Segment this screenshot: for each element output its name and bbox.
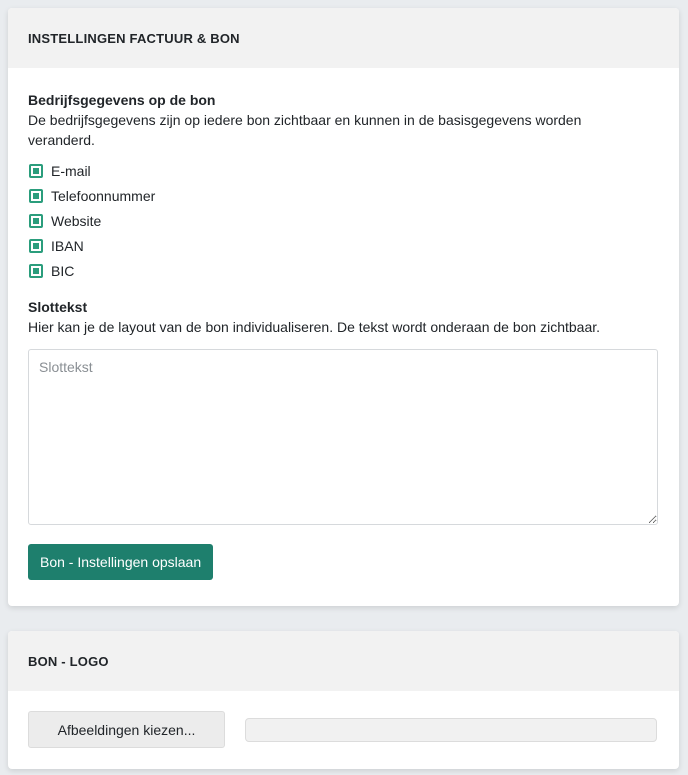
checkbox-label[interactable]: BIC xyxy=(51,262,75,279)
card-header xyxy=(8,631,679,691)
checkbox-row-website[interactable] xyxy=(28,208,659,233)
logo-upload-row xyxy=(28,711,659,748)
checkbox-label[interactable]: IBAN xyxy=(51,237,84,254)
receipt-logo-card xyxy=(8,631,679,769)
closing-text-field[interactable] xyxy=(28,349,658,525)
company-info-checklist xyxy=(28,158,659,283)
selected-file-name-field[interactable] xyxy=(245,718,657,742)
card-body xyxy=(8,711,679,748)
card-header xyxy=(8,8,679,68)
checkbox-row-bic[interactable] xyxy=(28,258,659,283)
closing-text-description: Hier kan je de layout van de bon individualiseren. De tekst wordt onderaan de bon zichtbaar. xyxy=(28,319,601,335)
card-title: BON - LOGO xyxy=(28,654,109,669)
checkbox-label[interactable]: Website xyxy=(51,212,102,229)
phone-checkbox[interactable] xyxy=(29,189,43,203)
checkbox-label[interactable]: E-mail xyxy=(51,162,91,179)
company-info-title: Bedrijfsgegevens op de bon xyxy=(28,92,216,108)
email-checkbox[interactable] xyxy=(29,164,43,178)
card-body xyxy=(8,90,679,580)
checkbox-row-email[interactable] xyxy=(28,158,659,183)
website-checkbox[interactable] xyxy=(29,214,43,228)
company-info-description: De bedrijfsgegevens zijn op iedere bon zichtbaar en kunnen in de basisgegevens worden veranderd. xyxy=(28,112,582,148)
iban-checkbox[interactable] xyxy=(29,239,43,253)
save-receipt-settings-button[interactable]: Bon - Instellingen opslaan xyxy=(28,544,213,580)
choose-images-button[interactable]: Afbeeldingen kiezen... xyxy=(28,711,225,748)
closing-text-title: Slottekst xyxy=(28,299,88,315)
checkbox-row-phone[interactable] xyxy=(28,183,659,208)
receipt-settings-card xyxy=(8,8,679,606)
checkbox-label[interactable]: Telefoonnummer xyxy=(51,187,156,204)
checkbox-row-iban[interactable] xyxy=(28,233,659,258)
bic-checkbox[interactable] xyxy=(29,264,43,278)
card-title: INSTELLINGEN FACTUUR & BON xyxy=(28,31,240,46)
